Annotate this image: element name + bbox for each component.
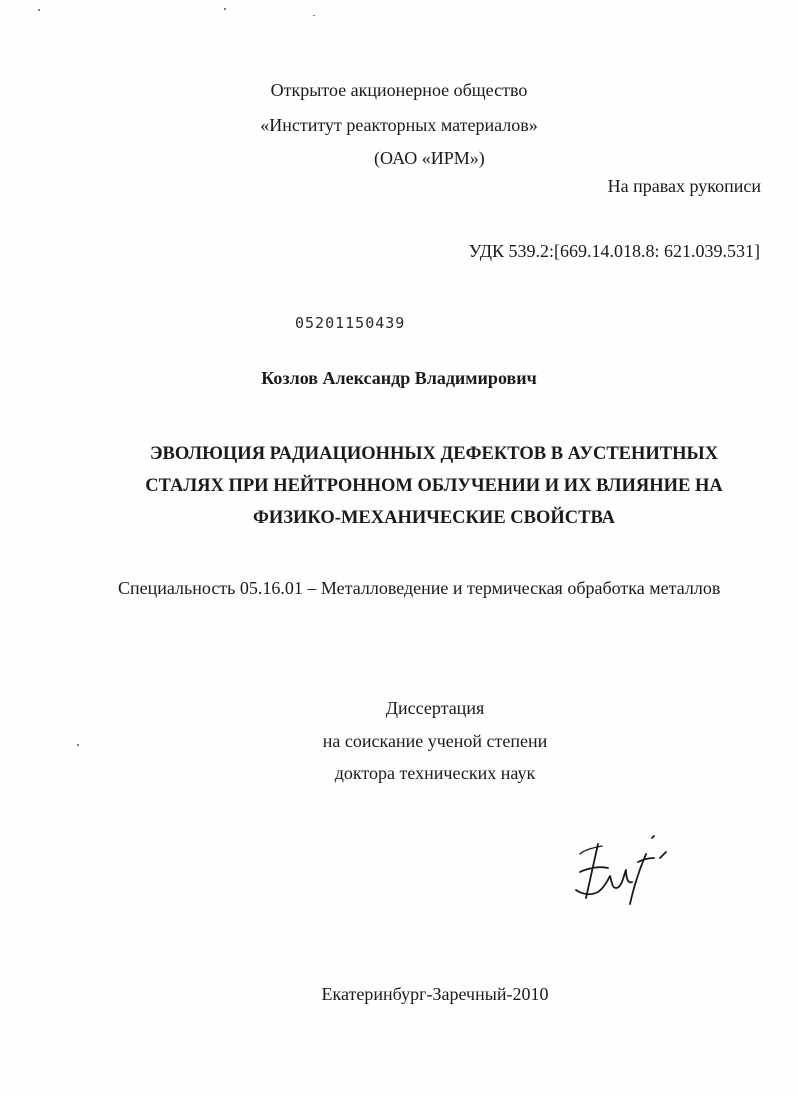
scan-speck bbox=[313, 15, 315, 16]
handwritten-signature bbox=[568, 832, 678, 910]
degree-purpose: на соискание ученой степени bbox=[322, 731, 548, 751]
title-line: СТАЛЯХ ПРИ НЕЙТРОННОМ ОБЛУЧЕНИИ И ИХ ВЛИЯНИЕ НА bbox=[145, 476, 723, 496]
author-name: Козлов Александр Владимирович bbox=[261, 368, 537, 388]
rights-notice: На правах рукописи bbox=[607, 176, 761, 196]
organization-name: Открытое акционерное общество bbox=[270, 80, 528, 100]
scan-speck bbox=[224, 8, 226, 10]
degree-name: доктора технических наук bbox=[334, 763, 536, 783]
registration-number: 05201150439 bbox=[295, 314, 406, 332]
title-line: ФИЗИКО-МЕХАНИЧЕСКИЕ СВОЙСТВА bbox=[253, 508, 615, 528]
scan-speck bbox=[38, 9, 40, 11]
organization-abbreviation: (ОАО «ИРМ») bbox=[374, 148, 485, 168]
institute-name: «Институт реакторных материалов» bbox=[260, 115, 538, 135]
place-and-year: Екатеринбург-Заречный-2010 bbox=[321, 984, 549, 1004]
dissertation-title bbox=[0, 438, 798, 534]
udc-code: УДК 539.2:[669.14.018.8: 621.039.531] bbox=[468, 241, 760, 261]
title-line: ЭВОЛЮЦИЯ РАДИАЦИОННЫХ ДЕФЕКТОВ В АУСТЕНИТНЫХ bbox=[149, 444, 719, 464]
degree-type: Диссертация bbox=[385, 698, 485, 718]
specialty: Специальность 05.16.01 – Металловедение и термическая обработка металлов bbox=[118, 578, 721, 598]
